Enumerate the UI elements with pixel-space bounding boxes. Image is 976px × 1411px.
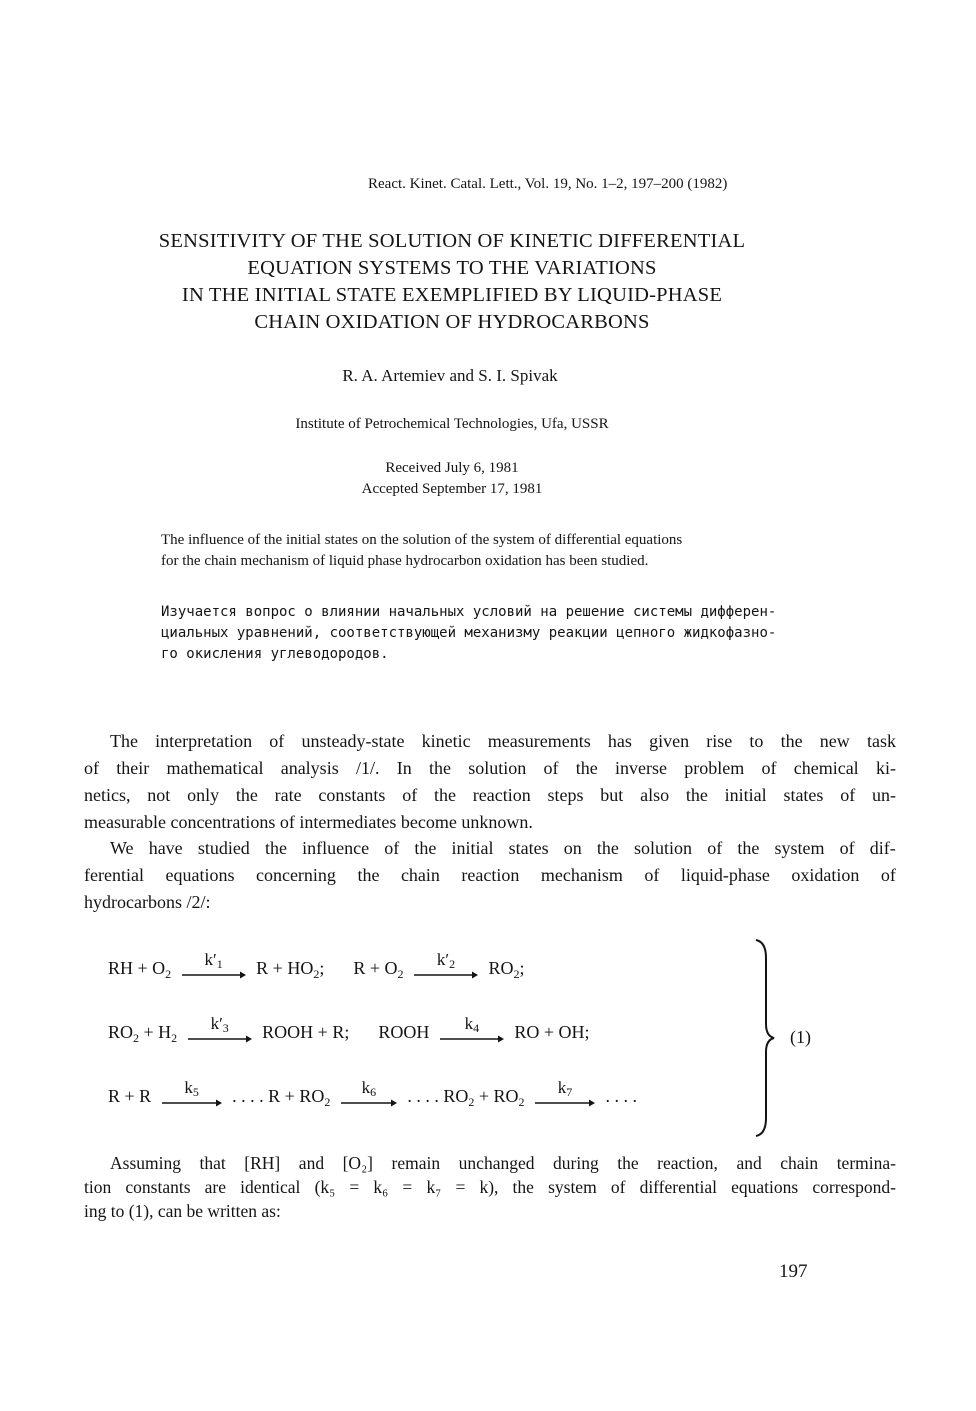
word: measurements <box>487 731 591 751</box>
word: given <box>649 731 690 751</box>
word: liquid-phase <box>680 865 770 885</box>
paper-title <box>80 228 824 336</box>
product: RO + OH; <box>514 1022 590 1043</box>
word: k₇ <box>426 1177 442 1197</box>
word: studied <box>197 838 250 858</box>
word: reaction <box>461 865 520 885</box>
word: of <box>839 838 855 858</box>
text-line <box>84 862 896 889</box>
word: on <box>563 838 582 858</box>
word: initial <box>451 838 494 858</box>
word: k₆ <box>373 1177 389 1197</box>
text-line <box>84 728 896 755</box>
word: reaction, <box>657 1153 718 1173</box>
reactant: + H <box>139 1022 172 1043</box>
reaction-row-2 <box>108 1014 590 1054</box>
word: influence <box>302 838 370 858</box>
word: differential <box>639 1177 717 1197</box>
word: solution <box>634 838 693 858</box>
word: constants <box>318 785 386 805</box>
reactant: R + R <box>108 1086 152 1107</box>
rate-constant-symbol: k′ <box>436 950 450 969</box>
text-line <box>84 1151 896 1175</box>
reaction-row-3 <box>108 1078 637 1118</box>
word: rate <box>274 785 302 805</box>
rate-constant <box>440 1014 504 1036</box>
text-line <box>84 755 896 782</box>
reaction-arrow <box>414 950 478 990</box>
text-line: ing to (1), can be written as: <box>84 1201 281 1221</box>
word: (k₅ <box>314 1177 336 1197</box>
paragraph-intro <box>84 728 896 836</box>
word: rise <box>706 731 733 751</box>
word: not <box>147 785 171 805</box>
reactant: R + O <box>353 958 398 979</box>
subscript: 7 <box>566 1085 573 1099</box>
title-line: IN THE INITIAL STATE EXEMPLIFIED BY LIQUID-PHASE <box>181 284 723 306</box>
abstract-line: for the chain mechanism of liquid phase hydrocarbon oxidation has been studied. <box>161 553 649 569</box>
word: of <box>269 731 285 751</box>
word: the <box>737 838 760 858</box>
abstract-line: Изучается вопрос о влиянии начальных условий на решение системы дифферен- <box>161 604 777 620</box>
word: The <box>110 731 138 751</box>
word: = <box>455 1177 466 1197</box>
rate-constant-symbol: k <box>464 1014 474 1033</box>
word: constants <box>125 1177 191 1197</box>
abstract-line: го окисления углеводородов. <box>161 646 389 662</box>
subscript: 2 <box>324 1095 331 1110</box>
word: We <box>110 838 134 858</box>
word: mathematical <box>166 758 264 778</box>
word: solution <box>468 758 527 778</box>
separator: ; <box>319 958 325 979</box>
reactant: RH + O <box>108 958 166 979</box>
abstract-line: The influence of the initial states on the solution of the system of differential equations <box>161 532 683 548</box>
product: . . . . <box>605 1086 638 1107</box>
abstract-line: циальных уравнений, соответствующей механизму реакции цепного жидкофазно- <box>161 625 777 641</box>
word: reaction <box>472 785 531 805</box>
arrow-icon <box>341 1098 397 1108</box>
word: of <box>840 785 856 805</box>
subscript: 2 <box>397 967 404 982</box>
subscript: 2 <box>133 1031 140 1046</box>
word: [RH] <box>244 1153 281 1173</box>
word: equations <box>731 1177 799 1197</box>
word: [O₂] <box>342 1153 374 1173</box>
rate-constant-symbol: k′ <box>210 1014 223 1033</box>
product: R + HO <box>256 958 314 979</box>
equation-number: (1) <box>790 1027 811 1047</box>
word: chemical <box>793 758 859 778</box>
word: the <box>414 838 437 858</box>
paragraph-studied <box>84 835 896 916</box>
word: system <box>548 1177 597 1197</box>
word: k), <box>479 1177 499 1197</box>
separator: ; <box>519 958 525 979</box>
word: the <box>428 758 451 778</box>
reaction-row-1 <box>108 950 525 990</box>
word: the <box>264 838 287 858</box>
reaction-arrow <box>440 1014 504 1054</box>
word: states <box>783 785 824 805</box>
received-date: Received July 6, 1981 <box>385 460 519 476</box>
word: have <box>148 838 183 858</box>
abstract-russian <box>161 602 841 665</box>
word: the <box>617 1153 639 1173</box>
arrow-icon <box>440 1034 504 1044</box>
subscript: 2 <box>513 967 520 982</box>
word: the <box>512 1177 534 1197</box>
word: of <box>402 785 418 805</box>
dates <box>0 458 904 500</box>
subscript: 2 <box>313 967 320 982</box>
word: = <box>349 1177 360 1197</box>
word: ki- <box>875 758 896 778</box>
word: the <box>575 758 598 778</box>
word: of <box>543 758 559 778</box>
product: . . . . R + RO <box>232 1086 325 1107</box>
word: the <box>357 865 380 885</box>
arrow-icon <box>188 1034 252 1044</box>
word: and <box>298 1153 325 1173</box>
word: the <box>780 731 803 751</box>
right-brace-icon <box>748 938 776 1138</box>
word: of <box>761 758 777 778</box>
word: initial <box>724 785 767 805</box>
rate-constant-symbol: k <box>361 1078 371 1097</box>
word: but <box>600 785 624 805</box>
subscript: 2 <box>171 1031 178 1046</box>
reactant: + RO <box>474 1086 519 1107</box>
text-line <box>84 1175 896 1199</box>
reactant: RO <box>108 1022 134 1043</box>
reaction-arrow <box>162 1078 222 1118</box>
word: the <box>596 838 619 858</box>
text-line: measurable concentrations of intermediates become unknown. <box>84 812 533 832</box>
rate-constant <box>341 1078 397 1100</box>
subscript: 2 <box>449 957 456 971</box>
abstract-english <box>161 530 841 572</box>
word: ferential <box>84 865 144 885</box>
word: their <box>116 758 150 778</box>
product: ROOH + R; <box>262 1022 350 1043</box>
word: states <box>508 838 549 858</box>
word: of <box>84 758 99 778</box>
word: chain <box>400 865 440 885</box>
word: identical <box>240 1177 301 1197</box>
word: of <box>384 838 400 858</box>
page-number: 197 <box>779 1261 808 1282</box>
word: netics, <box>84 785 131 805</box>
authors: R. A. Artemiev and S. I. Spivak <box>342 366 558 385</box>
subscript: 2 <box>165 967 172 982</box>
title-line: SENSITIVITY OF THE SOLUTION OF KINETIC DIFFERENTIAL <box>158 230 746 252</box>
word: that <box>199 1153 226 1173</box>
subscript: 3 <box>222 1021 229 1035</box>
subscript: 2 <box>518 1095 525 1110</box>
word: of <box>610 1177 626 1197</box>
arrow-icon <box>182 970 246 980</box>
title-line: CHAIN OXIDATION OF HYDROCARBONS <box>254 311 650 333</box>
word: mechanism <box>540 865 623 885</box>
reaction-arrow <box>182 950 246 990</box>
word: inverse <box>614 758 667 778</box>
subscript: 5 <box>192 1085 199 1099</box>
word: problem <box>684 758 745 778</box>
word: concerning <box>255 865 336 885</box>
word: system <box>774 838 825 858</box>
product: RO <box>488 958 514 979</box>
arrow-icon <box>535 1098 595 1108</box>
word: has <box>607 731 632 751</box>
rate-constant-symbol: k <box>557 1078 567 1097</box>
product: . . . . RO <box>407 1086 469 1107</box>
word: to <box>749 731 764 751</box>
word: of <box>644 865 660 885</box>
word: and <box>736 1153 762 1173</box>
rate-constant-symbol: k <box>184 1078 193 1097</box>
arrow-icon <box>162 1098 222 1108</box>
subscript: 4 <box>473 1021 480 1035</box>
word: are <box>204 1177 227 1197</box>
word: oxidation <box>791 865 860 885</box>
rate-constant-symbol: k′ <box>204 950 217 969</box>
paragraph-assumption <box>84 1151 896 1223</box>
accepted-date: Accepted September 17, 1981 <box>361 481 543 497</box>
reaction-arrow <box>341 1078 397 1118</box>
word: termina- <box>836 1153 896 1173</box>
word: also <box>640 785 670 805</box>
arrow-icon <box>414 970 478 980</box>
word: the <box>235 785 258 805</box>
word: unchanged <box>458 1153 535 1173</box>
reaction-arrow <box>188 1014 252 1054</box>
word: analysis <box>280 758 339 778</box>
word: correspond- <box>812 1177 896 1197</box>
word: equations <box>165 865 235 885</box>
subscript: 6 <box>370 1085 377 1099</box>
word: the <box>433 785 456 805</box>
word: remain <box>391 1153 441 1173</box>
text-line <box>84 782 896 809</box>
word: Assuming <box>110 1153 181 1173</box>
word: /1/. <box>355 758 380 778</box>
word: dif- <box>869 838 896 858</box>
reactant: ROOH <box>378 1022 430 1043</box>
rate-constant <box>414 950 478 972</box>
word: unsteady-state <box>301 731 405 751</box>
word: un- <box>872 785 896 805</box>
rate-constant <box>535 1078 595 1100</box>
subscript: 2 <box>468 1095 475 1110</box>
word: kinetic <box>421 731 471 751</box>
text-line: hydrocarbons /2/: <box>84 892 211 912</box>
word: chain <box>780 1153 819 1173</box>
rate-constant <box>182 950 246 972</box>
word: only <box>187 785 220 805</box>
word: task <box>866 731 896 751</box>
title-line: EQUATION SYSTEMS TO THE VARIATIONS <box>247 257 657 279</box>
word: the <box>685 785 708 805</box>
reaction-arrow <box>535 1078 595 1118</box>
word: steps <box>547 785 584 805</box>
journal-reference: React. Kinet. Catal. Lett., Vol. 19, No. 1–2, 197–200 (1982) <box>368 176 728 192</box>
rate-constant <box>162 1078 222 1100</box>
word: = <box>402 1177 413 1197</box>
word: of <box>707 838 723 858</box>
rate-constant <box>188 1014 252 1036</box>
word: In <box>396 758 412 778</box>
subscript: 1 <box>216 957 223 971</box>
institute: Institute of Petrochemical Technologies, Ufa, USSR <box>295 416 609 432</box>
word: of <box>880 865 896 885</box>
word: interpretation <box>155 731 253 751</box>
word: during <box>553 1153 599 1173</box>
text-line <box>84 835 896 862</box>
word: tion <box>84 1177 112 1197</box>
word: new <box>819 731 850 751</box>
